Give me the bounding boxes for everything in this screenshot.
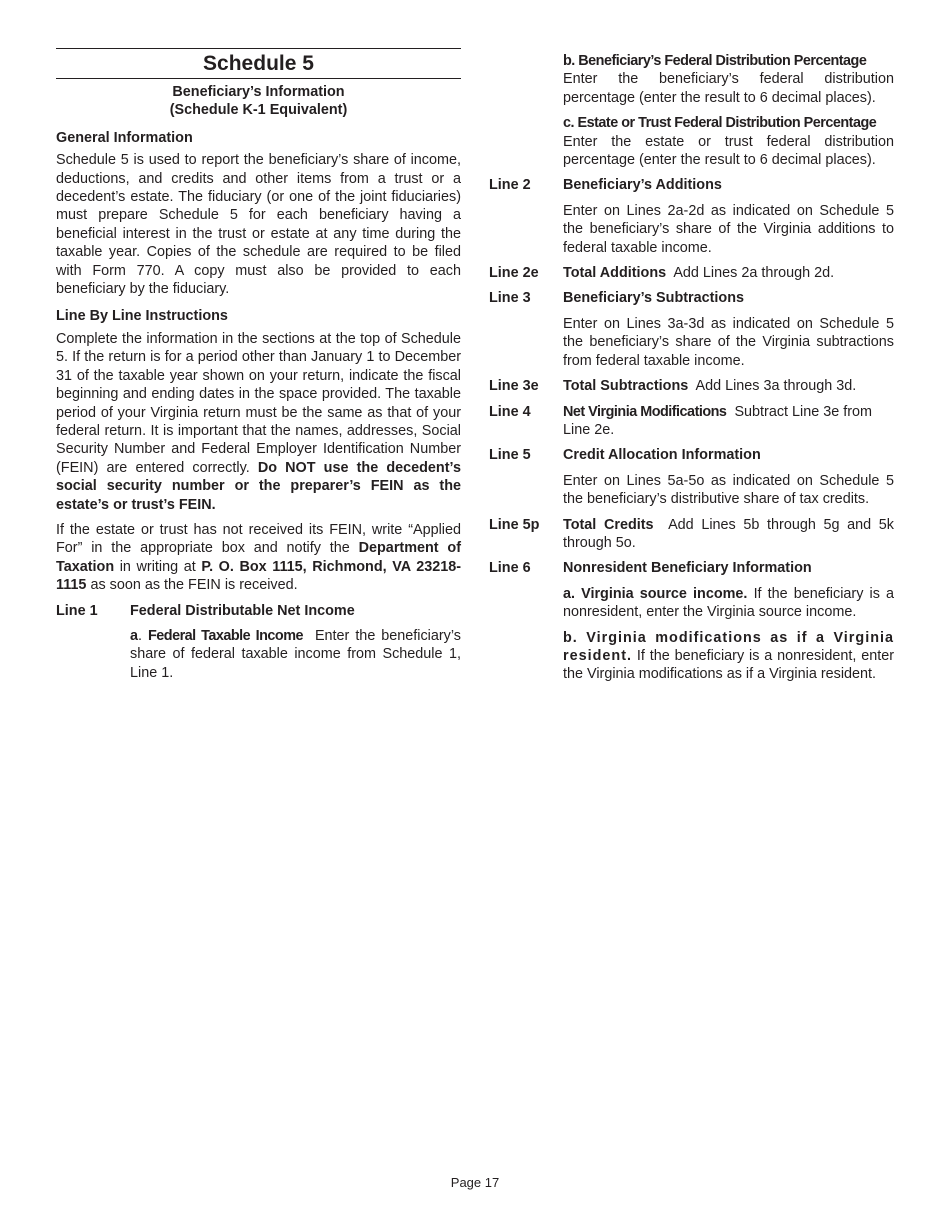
line-1c-text: Enter the estate or trust federal distribution percentage (enter the result to 6 decimal places). (563, 133, 894, 169)
department-name: Department of Taxation (56, 540, 461, 575)
line-1a-text: Enter the beneficiary’s share of federal taxable income from Schedule 1, Line 1. (130, 627, 462, 681)
schedule-title: Schedule 5 (56, 48, 461, 79)
line-number: Line 2e (489, 265, 539, 282)
mailing-address: P. O. Box 1115, Richmond, VA 23218-1115 (56, 558, 462, 594)
line-5-text: Enter on Lines 5a-5o as indicated on Schedule 5 the beneficiary’s distributive share of tax credits. (563, 472, 894, 508)
line-3e-title: Total Subtractions (563, 378, 689, 395)
line-number: Line 5p (489, 516, 540, 533)
line-5p-title: Total Credits (563, 516, 654, 533)
line-6b (563, 629, 894, 684)
line-6b-title: b. Virginia modifications as if a Virginia resident. (563, 629, 894, 664)
line-2-title: Beneficiary’s Additions (563, 177, 722, 194)
line-1-title: Federal Distributable Net Income (130, 602, 355, 619)
line-2-text: Enter on Lines 2a-2d as indicated on Schedule 5 the beneficiary’s share of the Virginia additions to federal taxable income. (563, 202, 894, 256)
line-by-line-heading: Line By Line Instructions (56, 308, 228, 325)
line-4 (489, 403, 894, 440)
line-6a-text: If the beneficiary is a nonresident, enter the Virginia source income. (563, 585, 895, 621)
line-1b-title: b. Beneficiary’s Federal Distribution Percentage (563, 53, 867, 69)
line-1a-label: a (130, 627, 139, 644)
left-column (56, 48, 461, 689)
line-4-title: Net Virginia Modifications (563, 403, 727, 420)
line-6 (489, 559, 894, 577)
line-5p (489, 516, 894, 553)
line-title (130, 602, 461, 620)
right-column (489, 52, 894, 691)
line-2 (489, 176, 894, 194)
line-by-line-text (56, 330, 461, 514)
line-number: Line 2 (489, 177, 531, 194)
line-number: Line 3 (489, 290, 531, 307)
line-5-title: Credit Allocation Information (563, 447, 761, 464)
line-6a-title: a. Virginia source income. (563, 585, 748, 602)
line-number: Line 1 (56, 602, 98, 619)
general-information-text: Schedule 5 is used to report the beneficiary’s share of income, deductions, and credits and other items from a trust or a decedent’s estate. The fiduciary (or one of the joint fiduciaries) must prepare Schedule 5 for each beneficiary having a beneficial interest in the trust or estate at any time during the taxable year. Copies of the schedule are required to be filed with Form 770. A copy must also be provided to each beneficiary by the fiduciary. (56, 152, 461, 298)
line-3e (489, 377, 894, 395)
line-number: Line 6 (489, 560, 531, 577)
fein-text-1: If the estate or trust has not received its FEIN, write “Applied For” in the appropriate box and notify the (56, 521, 461, 557)
page-number: Page 17 (450, 1175, 500, 1190)
line-1b-text: Enter the beneficiary’s federal distribution percentage (enter the result to 6 decimal places). (563, 71, 894, 106)
subtitle-line-1: Beneficiary’s Information (172, 84, 345, 100)
line-3-title: Beneficiary’s Subtractions (563, 290, 745, 307)
line-number: Line 3e (489, 378, 539, 395)
general-information-heading: General Information (56, 129, 193, 146)
line-3-text: Enter on Lines 3a-3d as indicated on Schedule 5 the beneficiary’s share of the Virginia subtractions from federal taxable income. (563, 315, 894, 369)
fein-text-3: as soon as the FEIN is received. (90, 577, 298, 594)
subtitle-line-2: (Schedule K-1 Equivalent) (169, 102, 348, 119)
line-3e-text: Add Lines 3a through 3d. (695, 378, 857, 395)
line-2e-text: Add Lines 2a through 2d. (673, 265, 835, 282)
line-1b (563, 52, 894, 107)
line-5p-text: Add Lines 5b through 5g and 5k through 5o. (563, 516, 895, 551)
line-1a-title: Federal Taxable Income (147, 627, 304, 644)
line-number: Line 4 (489, 403, 531, 420)
line-by-line-body: Complete the information in the sections at the top of Schedule 5. If the return is for a period other than January 1 to December 31 of the taxable year shown on your return, indicate the fiscal beginning and ending dates in the space provided. The taxable period of your Virginia return must be the same as that of your federal return. It is important that the names, addresses, Social Security Number and Federal Employer Identification Number (FEIN) are entered correctly. (56, 330, 461, 476)
line-6-title: Nonresident Beneficiary Information (563, 560, 812, 577)
line-1a: a. Federal Taxable Income Enter the beneficiary’s share of federal taxable income from Schedule 1, Line 1. (130, 627, 462, 681)
line-2e (489, 264, 894, 282)
line-6b-text: If the beneficiary is a nonresident, enter the Virginia modifications as if a Virginia resident. (563, 647, 895, 683)
fein-warning: Do NOT use the decedent’s social security number or the preparer’s FEIN as the estate’s or trust’s FEIN. (56, 459, 461, 513)
subtitle (56, 83, 461, 120)
line-5 (489, 446, 894, 464)
line-2e-title: Total Additions (563, 265, 667, 282)
line-1c (563, 114, 894, 169)
line-1c-title: c. Estate or Trust Federal Distribution Percentage (563, 115, 877, 132)
fein-text-2: in writing at (119, 558, 196, 575)
fein-paragraph (56, 521, 461, 595)
line-1 (56, 602, 461, 620)
line-4-text: Subtract Line 3e from Line 2e. (563, 403, 873, 438)
line-6a (563, 585, 894, 622)
line-number: Line 5 (489, 447, 531, 464)
line-3 (489, 289, 894, 307)
